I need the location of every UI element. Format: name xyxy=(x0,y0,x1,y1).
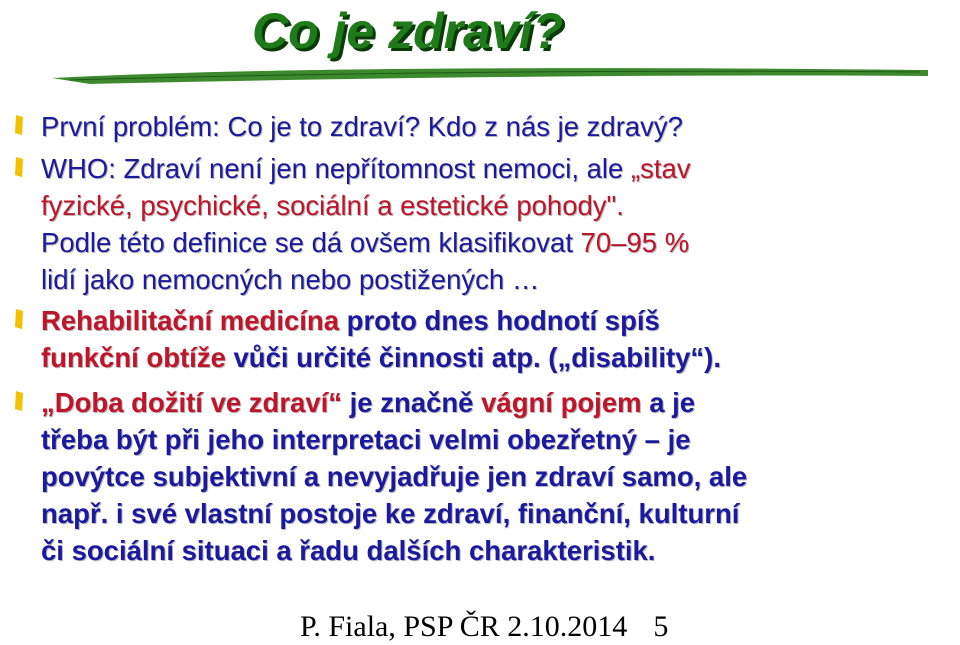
footer-author-date: P. Fiala, PSP ČR 2.10.2014 xyxy=(300,610,628,643)
text-line xyxy=(41,108,941,145)
body-text: lidí jako nemocných nebo postižených … xyxy=(41,264,540,295)
highlighted-text: „Doba dožití ve zdraví“ xyxy=(41,387,343,418)
body-text: např. i své vlastní postoje ke zdraví, finanční, kulturní xyxy=(41,498,740,529)
highlighted-text: 70–95 % xyxy=(580,227,690,258)
text-line xyxy=(41,224,941,261)
slide-title: Co je zdraví? xyxy=(252,3,564,59)
body-text: proto dnes hodnotí spíš xyxy=(339,305,660,336)
title-underline-stroke xyxy=(50,64,930,86)
text-line xyxy=(41,421,941,458)
slide-footer xyxy=(300,610,668,644)
text-line xyxy=(41,261,941,298)
body-text: WHO: Zdraví není jen nepřítomnost nemoci, ale xyxy=(41,153,631,184)
text-line xyxy=(41,302,941,339)
text-line xyxy=(41,384,941,421)
text-line xyxy=(41,495,941,532)
text-line xyxy=(41,458,941,495)
bullet-marker-icon xyxy=(15,308,24,330)
text-line xyxy=(41,187,941,224)
highlighted-text: fyzické, psychické, sociální a estetické pohody". xyxy=(41,190,624,221)
text-line xyxy=(41,339,941,376)
body-text: či sociální situaci a řadu dalších charakteristik. xyxy=(41,535,656,566)
bullet-paragraph xyxy=(41,384,941,569)
highlighted-text: „stav xyxy=(630,153,691,184)
body-text: a je xyxy=(641,387,696,418)
bullet-marker-icon xyxy=(15,390,24,412)
highlighted-text: funkční obtíže xyxy=(41,342,226,373)
highlighted-text: vágní pojem xyxy=(481,387,642,418)
bullet-paragraph xyxy=(41,302,941,376)
body-text: třeba být při jeho interpretaci velmi obezřetný – je xyxy=(41,424,691,455)
bullet-marker-icon xyxy=(15,156,24,178)
body-text: povýtce subjektivní a nevyjadřuje jen zdraví samo, ale xyxy=(41,461,748,492)
text-line xyxy=(41,150,941,187)
highlighted-text: Rehabilitační medicína xyxy=(41,305,340,336)
bullet-paragraph xyxy=(41,108,941,145)
body-text: vůči určité činnosti atp. („disability“). xyxy=(225,342,721,373)
bullet-marker-icon xyxy=(15,114,24,136)
body-text: Podle této definice se dá ovšem klasifikovat xyxy=(41,227,581,258)
bullet-paragraph xyxy=(41,150,941,298)
body-text: je značně xyxy=(342,387,482,418)
text-line xyxy=(41,532,941,569)
footer-page-number: 5 xyxy=(653,610,669,643)
body-text: První problém: Co je to zdraví? Kdo z nás je zdravý? xyxy=(41,111,683,142)
